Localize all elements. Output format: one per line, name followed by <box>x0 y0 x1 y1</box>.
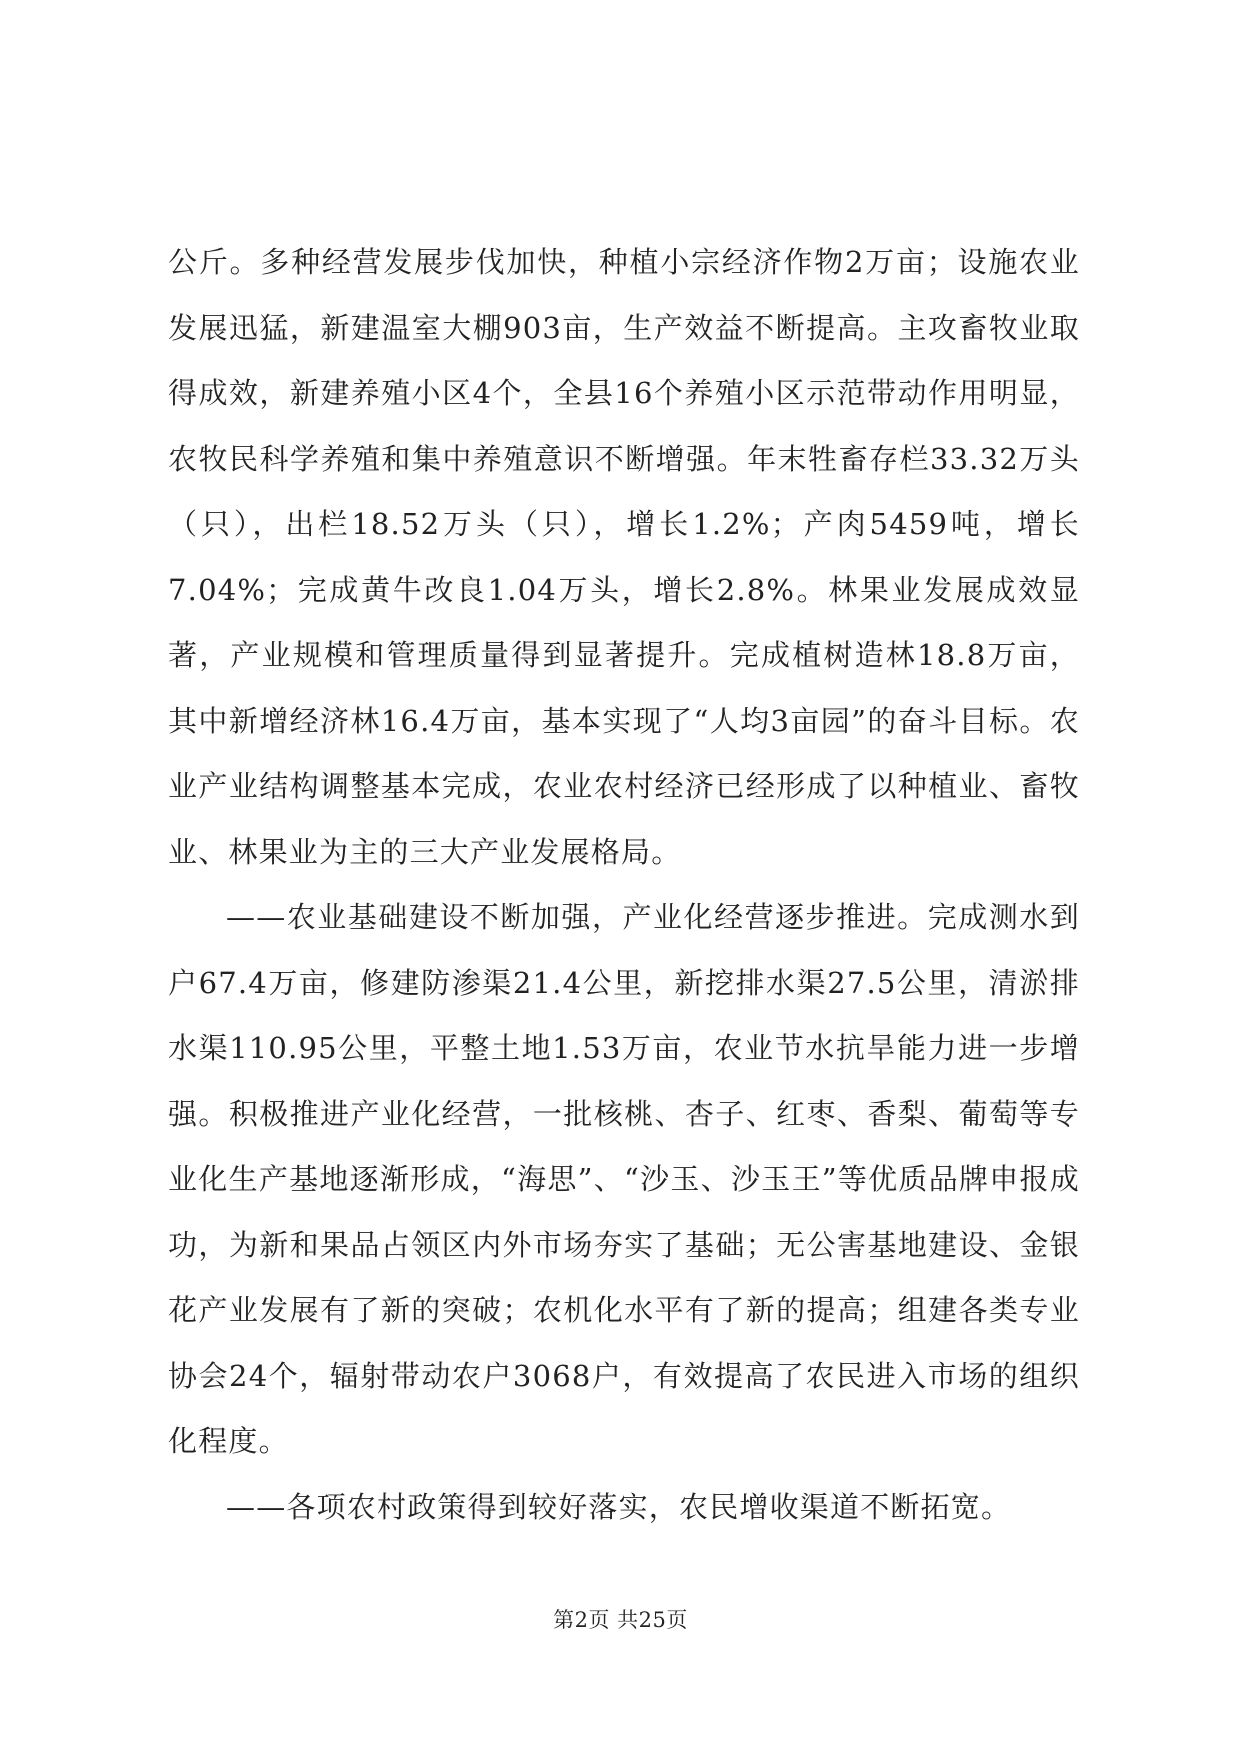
paragraph-1: 公斤。多种经营发展步伐加快，种植小宗经济作物2万亩；设施农业发展迅猛，新建温室大棚903亩，生产效益不断提高。主攻畜牧业取得成效，新建养殖小区4个，全县16个养殖小区示范带动作用明显，农牧民科学养殖和集中养殖意识不断增强。年末牲畜存栏33.32万头（只），出栏18.52万头（只），增长1.2%；产肉5459吨，增长7.04%；完成黄牛改良1.04万头，增长2.8%。林果业发展成效显著，产业规模和管理质量得到显著提升。完成植树造林18.8万亩，其中新增经济林16.4万亩，基本实现了“人均3亩园”的奋斗目标。农业产业结构调整基本完成，农业农村经济已经形成了以种植业、畜牧业、林果业为主的三大产业发展格局。 <box>168 245 1080 869</box>
paragraph-2: ——农业基础建设不断加强，产业化经营逐步推进。完成测水到户67.4万亩，修建防渗渠21.4公里，新挖排水渠27.5公里，清淤排水渠110.95公里，平整土地1.53万亩，农业节水抗旱能力进一步增强。积极推进产业化经营，一批核桃、杏子、红枣、香梨、葡萄等专业化生产基地逐渐形成，“海思”、“沙玉、沙玉王”等优质品牌申报成功，为新和果品占领区内外市场夯实了基础；无公害基地建设、金银花产业发展有了新的突破；农机化水平有了新的提高；组建各类专业协会24个，辐射带动农户3068户，有效提高了农民进入市场的组织化程度。 <box>168 900 1080 1458</box>
paragraph-3: ——各项农村政策得到较好落实，农民增收渠道不断拓宽。 <box>226 1489 1012 1524</box>
page-footer: 第2页 共25页 <box>553 1608 688 1632</box>
document-body <box>168 230 1080 1540</box>
